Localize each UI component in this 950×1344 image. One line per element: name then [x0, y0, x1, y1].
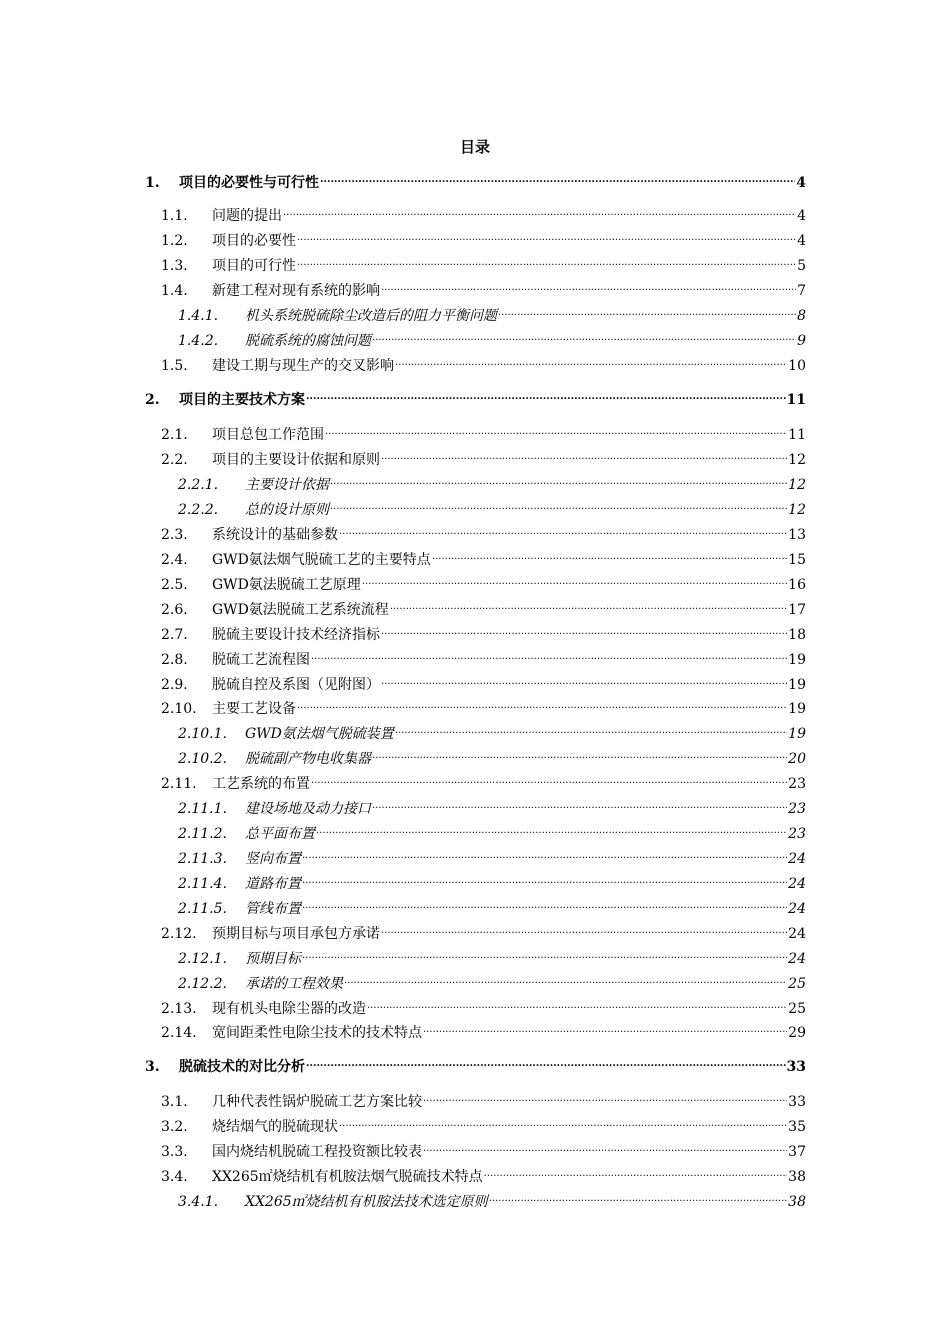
- toc-leader-dots: [311, 770, 787, 790]
- toc-entry-number: 2.4.: [161, 552, 188, 568]
- toc-entry-page: 11: [788, 427, 806, 443]
- toc-entry-text: 脱硫技术的对比分析: [179, 1059, 305, 1075]
- toc-entry-number: 2.11.5.: [178, 901, 227, 917]
- toc-entry-page: 25: [788, 976, 806, 992]
- toc-leader-dots: [330, 496, 787, 516]
- toc-entry[interactable]: [178, 948, 806, 968]
- toc-entry-page: 24: [788, 926, 806, 942]
- toc-leader-dots: [381, 277, 796, 297]
- toc-entry[interactable]: [161, 599, 806, 619]
- toc-entry[interactable]: [178, 748, 806, 768]
- toc-entry[interactable]: [178, 898, 806, 918]
- toc-entry[interactable]: [161, 355, 806, 375]
- toc-leader-dots: [381, 621, 787, 641]
- toc-entry-text: 几种代表性锅炉脱硫工艺方案比较: [212, 1094, 422, 1110]
- toc-entry-page: 15: [788, 552, 806, 568]
- toc-entry-number: 2.11.4.: [178, 876, 227, 892]
- toc-entry-number: 1.2.: [161, 233, 188, 249]
- toc-leader-dots: [320, 169, 795, 189]
- toc-entry[interactable]: [161, 923, 806, 943]
- toc-entry-number: 2.11.: [161, 776, 197, 792]
- toc-entry[interactable]: [161, 255, 806, 275]
- toc-entry-number: 2.: [145, 392, 160, 408]
- toc-entry-text: 脱硫自控及系图（见附图）: [212, 677, 380, 693]
- toc-entry-number: 2.7.: [161, 627, 188, 643]
- toc-entry-text: 脱硫系统的腐蚀问题: [245, 333, 371, 349]
- toc-leader-dots: [423, 1138, 787, 1158]
- toc-entry-text: 建设工期与现生产的交叉影响: [212, 358, 394, 374]
- toc-entry[interactable]: [178, 873, 806, 893]
- toc-entry[interactable]: [161, 280, 806, 300]
- toc-leader-dots: [311, 646, 787, 666]
- toc-entry-text: 脱硫工艺流程图: [212, 652, 310, 668]
- toc-entry-text: 竖向布置: [245, 851, 301, 867]
- toc-entry-page: 4: [796, 175, 806, 191]
- toc-entry-text: 烧结烟气的脱硫现状: [212, 1119, 338, 1135]
- toc-entry-text: 主要工艺设备: [212, 701, 296, 717]
- toc-leader-dots: [498, 302, 796, 322]
- toc-entry[interactable]: [161, 649, 806, 669]
- toc-entry-number: 3.2.: [161, 1119, 188, 1135]
- toc-leader-dots: [367, 995, 787, 1015]
- toc-entry-text: XX265㎡烧结机有机胺法技术选定原则: [245, 1194, 488, 1210]
- toc-entry[interactable]: [161, 998, 806, 1018]
- toc-leader-dots: [283, 202, 796, 222]
- toc-entry[interactable]: [178, 823, 806, 843]
- toc-entry-page: 23: [788, 826, 806, 842]
- toc-entry[interactable]: [161, 698, 806, 718]
- toc-entry-text: 国内烧结机脱硫工程投资额比较表: [212, 1144, 422, 1160]
- toc-entry-page: 24: [788, 901, 806, 917]
- toc-leader-dots: [381, 446, 787, 466]
- toc-entry[interactable]: [161, 624, 806, 644]
- toc-leader-dots: [325, 421, 787, 441]
- toc-leader-dots: [381, 920, 787, 940]
- toc-entry-text: 承诺的工程效果: [245, 976, 343, 992]
- toc-entry-page: 38: [788, 1194, 806, 1210]
- toc-entry-page: 19: [788, 726, 806, 742]
- toc-entry[interactable]: [161, 424, 806, 444]
- toc-entry-text: 管线布置: [245, 901, 301, 917]
- toc-entry-number: 2.5.: [161, 577, 188, 593]
- toc-entry-page: 24: [788, 876, 806, 892]
- toc-entry[interactable]: [161, 1091, 806, 1111]
- toc-entry-text: 现有机头电除尘器的改造: [212, 1001, 366, 1017]
- toc-entry[interactable]: [161, 230, 806, 250]
- toc-entry-page: 12: [788, 477, 806, 493]
- toc-entry[interactable]: [178, 330, 806, 350]
- toc-entry[interactable]: [145, 172, 806, 192]
- toc-entry-page: 13: [788, 527, 806, 543]
- toc-leader-dots: [395, 352, 787, 372]
- toc-entry[interactable]: [178, 973, 806, 993]
- toc-entry[interactable]: [161, 205, 806, 225]
- toc-entry-text: 预期目标与项目承包方承诺: [212, 926, 380, 942]
- toc-entry-text: GWD氨法烟气脱硫工艺的主要特点: [212, 552, 431, 568]
- toc-leader-dots: [484, 1163, 788, 1183]
- toc-entry-number: 2.14.: [161, 1025, 197, 1041]
- toc-entry-number: 2.3.: [161, 527, 188, 543]
- toc-entry[interactable]: [145, 1056, 806, 1076]
- toc-entry[interactable]: [178, 848, 806, 868]
- toc-leader-dots: [306, 1053, 786, 1073]
- toc-leader-dots: [297, 227, 796, 247]
- toc-entry[interactable]: [161, 524, 806, 544]
- toc-entry-text: GWD氨法烟气脱硫装置: [245, 726, 394, 742]
- toc-entry[interactable]: [178, 798, 806, 818]
- toc-leader-dots: [362, 571, 787, 591]
- toc-entry-text: 系统设计的基础参数: [212, 527, 338, 543]
- toc-entry-number: 1.3.: [161, 258, 188, 274]
- toc-leader-dots: [316, 820, 787, 840]
- toc-entry-text: 脱硫主要设计技术经济指标: [212, 627, 380, 643]
- toc-entry[interactable]: [161, 574, 806, 594]
- toc-entry-page: 18: [788, 627, 806, 643]
- toc-entry-page: 19: [788, 701, 806, 717]
- toc-leader-dots: [372, 745, 787, 765]
- toc-entry[interactable]: [178, 499, 806, 519]
- toc-entry-number: 2.11.3.: [178, 851, 227, 867]
- toc-entry-number: 2.11.1.: [178, 801, 227, 817]
- toc-entry-page: 8: [797, 308, 806, 324]
- toc-leader-dots: [339, 521, 787, 541]
- toc-leader-dots: [432, 546, 787, 566]
- toc-entry-text: 脱硫副产物电收集器: [245, 751, 371, 767]
- toc-entry-page: 4: [797, 208, 806, 224]
- toc-leader-dots: [344, 970, 787, 990]
- toc-entry-page: 7: [797, 283, 806, 299]
- toc-entry-page: 12: [788, 502, 806, 518]
- toc-entry-number: 3.4.1.: [178, 1194, 219, 1210]
- toc-entry-page: 17: [788, 602, 806, 618]
- toc-entry-text: 问题的提出: [212, 208, 282, 224]
- toc-leader-dots: [489, 1188, 788, 1208]
- toc-entry-number: 2.10.: [161, 701, 197, 717]
- toc-leader-dots: [306, 386, 786, 406]
- toc-entry-page: 38: [788, 1169, 806, 1185]
- toc-entry[interactable]: [161, 1166, 806, 1186]
- toc-leader-dots: [372, 327, 796, 347]
- toc-entry-text: 建设场地及动力接口: [245, 801, 371, 817]
- toc-entry-page: 16: [788, 577, 806, 593]
- toc-entry-number: 2.6.: [161, 602, 188, 618]
- toc-entry[interactable]: [161, 674, 806, 694]
- toc-entry-page: 35: [788, 1119, 806, 1135]
- toc-entry-number: 2.1.: [161, 427, 188, 443]
- toc-entry[interactable]: [178, 1191, 806, 1211]
- toc-entry-page: 37: [788, 1144, 806, 1160]
- toc-leader-dots: [330, 471, 787, 491]
- toc-entry[interactable]: [145, 389, 806, 409]
- toc-entry-text: 项目的必要性与可行性: [179, 175, 319, 191]
- toc-entry-text: 工艺系统的布置: [212, 776, 310, 792]
- toc-entry-number: 1.4.2.: [178, 333, 219, 349]
- toc-leader-dots: [395, 720, 787, 740]
- toc-entry-number: 3.4.: [161, 1169, 188, 1185]
- toc-entry-page: 23: [788, 776, 806, 792]
- toc-entry-page: 9: [797, 333, 806, 349]
- toc-entry-number: 2.10.2.: [178, 751, 227, 767]
- toc-entry[interactable]: [161, 1116, 806, 1136]
- toc-entry-text: 道路布置: [245, 876, 301, 892]
- toc-leader-dots: [423, 1019, 787, 1039]
- toc-entry-number: 2.10.1.: [178, 726, 227, 742]
- toc-entry-number: 1.4.: [161, 283, 188, 299]
- toc-entry-page: 4: [797, 233, 806, 249]
- toc-entry-text: 项目总包工作范围: [212, 427, 324, 443]
- toc-entry-page: 23: [788, 801, 806, 817]
- toc-leader-dots: [302, 845, 787, 865]
- toc-entry[interactable]: [161, 773, 806, 793]
- toc-leader-dots: [372, 795, 787, 815]
- toc-entry-page: 19: [788, 677, 806, 693]
- toc-entry-number: 2.12.: [161, 926, 197, 942]
- toc-leader-dots: [381, 671, 787, 691]
- toc-entry-text: GWD氨法脱硫工艺系统流程: [212, 602, 389, 618]
- toc-entry[interactable]: [178, 474, 806, 494]
- toc-entry-text: 项目的主要设计依据和原则: [212, 452, 380, 468]
- toc-entry-number: 2.2.2.: [178, 502, 219, 518]
- toc-leader-dots: [302, 945, 787, 965]
- toc-entry-text: 项目的主要技术方案: [179, 392, 305, 408]
- toc-entry-number: 2.11.2.: [178, 826, 227, 842]
- toc-title: 目录: [459, 138, 490, 156]
- toc-entry-text: 新建工程对现有系统的影响: [212, 283, 380, 299]
- toc-entry-text: 主要设计依据: [245, 477, 329, 493]
- toc-leader-dots: [339, 1113, 787, 1133]
- toc-entry-number: 1.1.: [161, 208, 188, 224]
- toc-entry-number: 2.2.: [161, 452, 188, 468]
- toc-entry[interactable]: [161, 449, 806, 469]
- toc-entry-page: 33: [786, 1059, 806, 1075]
- toc-entry-page: 12: [788, 452, 806, 468]
- toc-entry-number: 1.4.1.: [178, 308, 219, 324]
- toc-entry-text: 总的设计原则: [245, 502, 329, 518]
- toc-entry-number: 2.9.: [161, 677, 188, 693]
- toc-leader-dots: [423, 1088, 787, 1108]
- toc-entry-page: 20: [788, 751, 806, 767]
- toc-entry[interactable]: [178, 305, 806, 325]
- toc-leader-dots: [390, 596, 787, 616]
- toc-entry-text: 总平面布置: [245, 826, 315, 842]
- toc-entry-text: GWD氨法脱硫工艺原理: [212, 577, 361, 593]
- toc-entry-text: 预期目标: [245, 951, 301, 967]
- toc-entry-number: 2.12.1.: [178, 951, 227, 967]
- toc-entry-number: 2.13.: [161, 1001, 197, 1017]
- toc-entry-number: 3.: [145, 1059, 160, 1075]
- toc-entry-text: 机头系统脱硫除尘改造后的阻力平衡问题: [245, 308, 497, 324]
- toc-entry-page: 24: [788, 951, 806, 967]
- toc-entry-number: 3.3.: [161, 1144, 188, 1160]
- toc-entry-page: 24: [788, 851, 806, 867]
- toc-entry[interactable]: [161, 1141, 806, 1161]
- toc-entry-text: 宽间距柔性电除尘技术的技术特点: [212, 1025, 422, 1041]
- toc-entry-number: 1.: [145, 175, 160, 191]
- toc-entry-number: 2.8.: [161, 652, 188, 668]
- toc-leader-dots: [297, 252, 796, 272]
- toc-entry-page: 5: [797, 258, 806, 274]
- toc-entry-page: 10: [788, 358, 806, 374]
- toc-entry-number: 3.1.: [161, 1094, 188, 1110]
- toc-entry-text: XX265㎡烧结机有机胺法烟气脱硫技术特点: [212, 1169, 483, 1185]
- toc-entry-page: 11: [786, 392, 806, 408]
- toc-entry-text: 项目的必要性: [212, 233, 296, 249]
- toc-leader-dots: [297, 695, 787, 715]
- toc-entry-text: 项目的可行性: [212, 258, 296, 274]
- toc-entry-page: 25: [788, 1001, 806, 1017]
- toc-entry-page: 33: [788, 1094, 806, 1110]
- toc-leader-dots: [302, 895, 787, 915]
- toc-entry-number: 1.5.: [161, 358, 188, 374]
- toc-leader-dots: [302, 870, 787, 890]
- toc-entry[interactable]: [178, 723, 806, 743]
- toc-entry-page: 29: [788, 1025, 806, 1041]
- toc-entry-number: 2.2.1.: [178, 477, 219, 493]
- toc-entry[interactable]: [161, 549, 806, 569]
- toc-entry-number: 2.12.2.: [178, 976, 227, 992]
- toc-entry[interactable]: [161, 1022, 806, 1042]
- toc-entry-page: 19: [788, 652, 806, 668]
